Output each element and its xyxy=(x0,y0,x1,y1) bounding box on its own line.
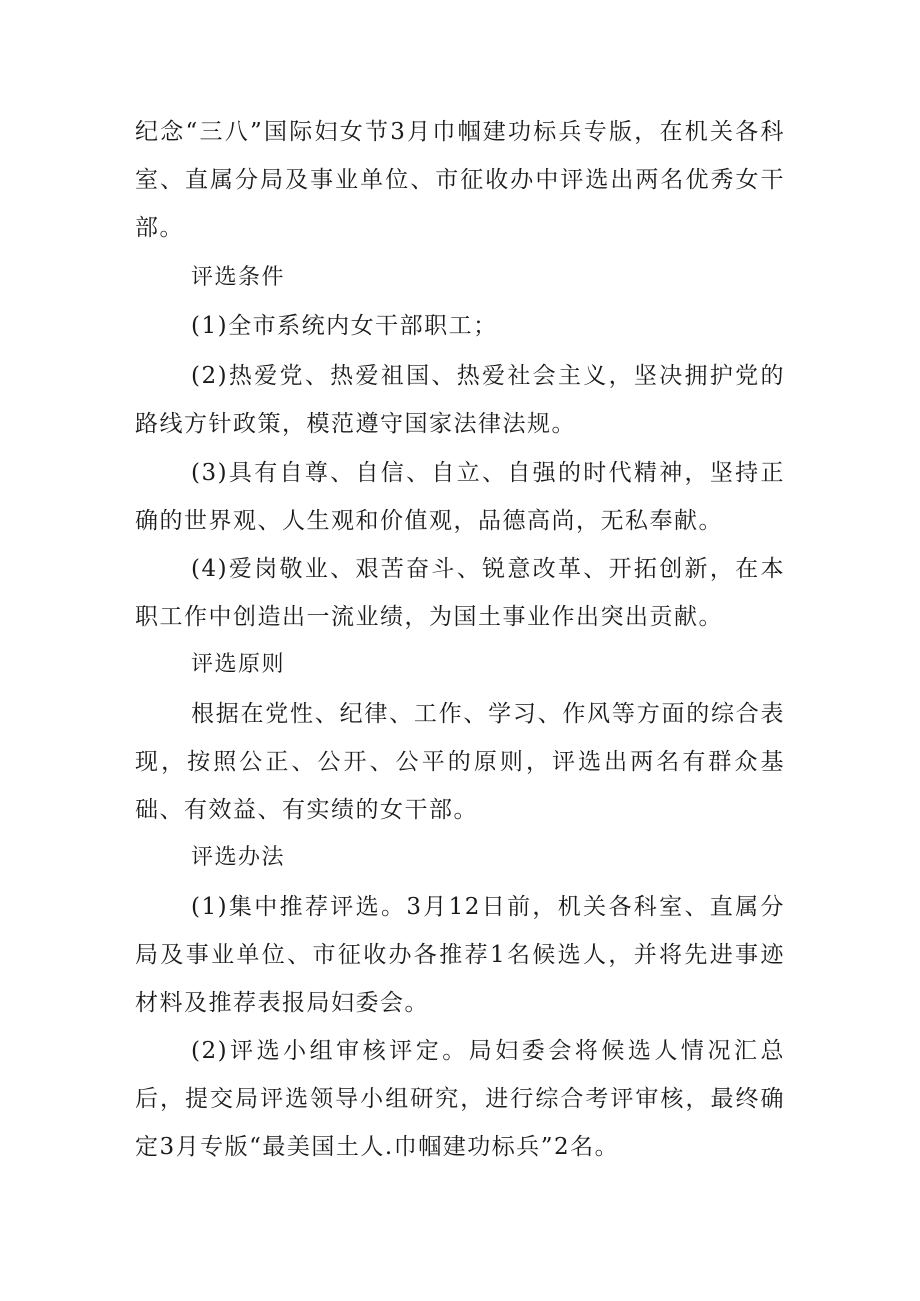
intro-paragraph: 纪念“三八”国际妇女节3月巾帼建功标兵专版，在机关各科室、直属分局及事业单位、市征收办中评选出两名优秀女干部。 xyxy=(135,119,785,241)
method-heading: 评选办法 xyxy=(191,845,286,870)
method-item-2: (2)评选小组审核评定。局妇委会将候选人情况汇总后，提交局评选领导小组研究，进行综合考评审核，最终确定3月专版“最美国土人.巾帼建功标兵”2名。 xyxy=(135,1038,785,1160)
criteria-item-3: (3)具有自尊、自信、自立、自强的时代精神，坚持正确的世界观、人生观和价值观，品德高尚，无私奉献。 xyxy=(135,460,785,534)
criteria-heading: 评选条件 xyxy=(191,265,286,290)
criteria-item-1: (1)全市系统内女干部职工； xyxy=(191,313,498,339)
principle-paragraph: 根据在党性、纪律、工作、学习、作风等方面的综合表现，按照公正、公开、公平的原则，评选出两名有群众基础、有效益、有实绩的女干部。 xyxy=(135,701,785,823)
criteria-item-4: (4)爱岗敬业、艰苦奋斗、锐意改革、开拓创新，在本职工作中创造出一流业绩，为国土事业作出突出贡献。 xyxy=(135,556,785,630)
method-item-1: (1)集中推荐评选。3月12日前，机关各科室、直属分局及事业单位、市征收办各推荐1名候选人，并将先进事迹材料及推荐表报局妇委会。 xyxy=(135,894,785,1016)
criteria-item-2: (2)热爱党、热爱祖国、热爱社会主义，坚决拥护党的路线方针政策，模范遵守国家法律法规。 xyxy=(135,363,785,437)
principle-heading: 评选原则 xyxy=(191,652,286,677)
